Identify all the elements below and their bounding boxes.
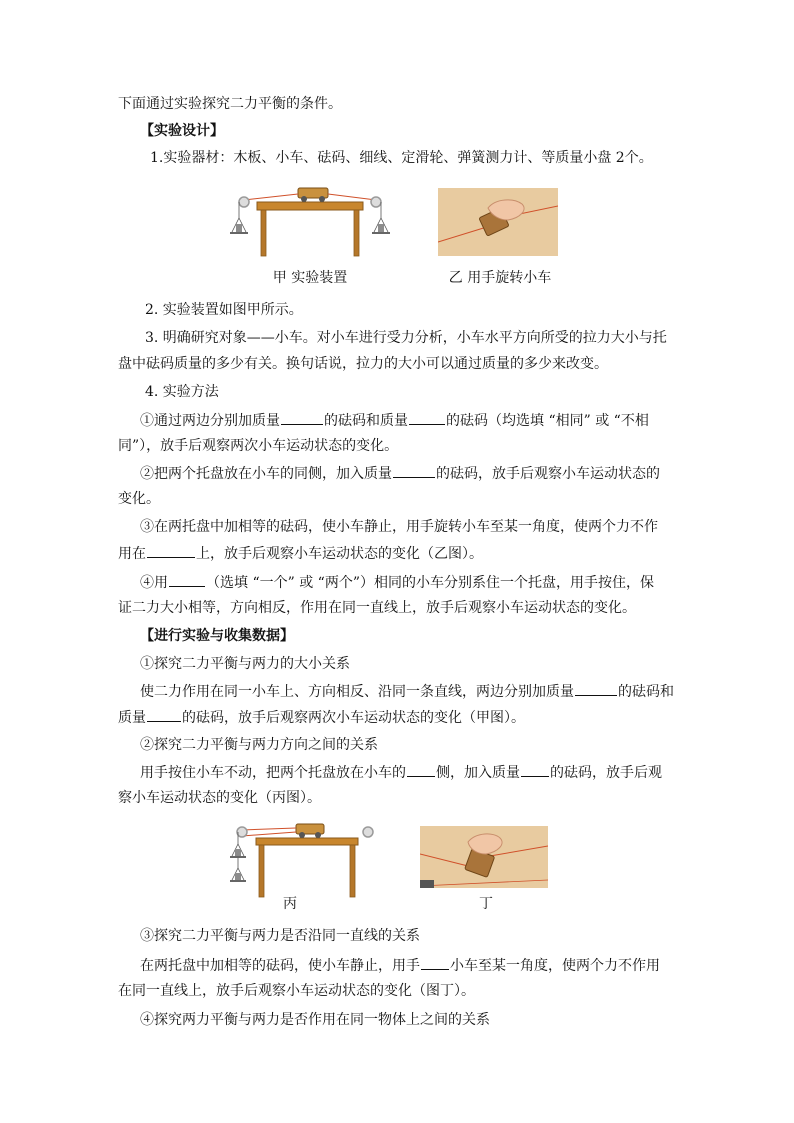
- figure-jia-caption: 甲 实验装置: [272, 270, 348, 286]
- step-1-title: ①探究二力平衡与两力的大小关系: [140, 656, 350, 672]
- method-1-line-2: 同”），放手后观察两次小车运动状态的变化。: [118, 438, 399, 454]
- figure-yi-rotate-cart: [438, 188, 558, 256]
- step-1-line-1: [140, 681, 700, 702]
- table-top: [257, 202, 363, 210]
- design-item-2: 2. 实验装置如图甲所示。: [145, 302, 303, 318]
- string-upper: [242, 828, 296, 830]
- method-4-line-1: [140, 572, 700, 593]
- method-2-text-b: 的砝码，放手后观察小车运动状态的: [436, 466, 660, 482]
- answer-blank[interactable]: [393, 463, 435, 478]
- answer-blank[interactable]: [421, 955, 449, 970]
- method-1-line-1: [140, 410, 700, 431]
- figure-jia-apparatus: [230, 180, 390, 268]
- step-2-line-1: [140, 762, 700, 783]
- step-3-text-b: 小车至某一角度，使两个力不作用: [450, 958, 660, 974]
- step-3-text-a: 在两托盘中加相等的砝码，使小车静止，用手: [140, 958, 420, 974]
- cart: [298, 188, 328, 202]
- design-item-3-line-1: 3. 明确研究对象——小车。对小车进行受力分析，小车水平方向所受的拉力大小与托: [145, 330, 667, 346]
- figure-bing-apparatus: [230, 818, 380, 900]
- design-heading: 【实验设计】: [140, 123, 224, 139]
- step-2-text-b: 侧，加入质量: [436, 765, 520, 781]
- step-1-text-a: 使二力作用在同一小车上、方向相反、沿同一条直线，两边分别加质量: [140, 684, 574, 700]
- answer-blank[interactable]: [521, 762, 549, 777]
- method-4-text-b: （选填 “一个” 或 “两个”）相同的小车分别系住一个托盘，用手按住，保: [206, 575, 654, 591]
- method-3-text-b: 上，放手后观察小车运动状态的变化（乙图）。: [196, 546, 483, 562]
- step-3-title: ③探究二力平衡与两力是否沿同一直线的关系: [140, 928, 420, 944]
- pulley-right: [363, 827, 373, 837]
- pulley-right: [371, 197, 381, 207]
- figure-ding-caption: 丁: [479, 896, 493, 912]
- method-1-text-b: 的砝码和质量: [324, 413, 408, 429]
- string-right: [328, 194, 376, 200]
- method-4-line-2: 证二力大小相等，方向相反，作用在同一直线上，放手后观察小车运动状态的变化。: [118, 600, 636, 616]
- method-1-text-c: 的砝码（均选填 “相同” 或 “不相: [446, 413, 649, 429]
- table-leg-left: [261, 210, 266, 256]
- method-3-line-1: ③在两托盘中加相等的砝码，使小车静止，用手旋转小车至某一角度，使两个力不作: [140, 519, 658, 535]
- step-1-line-2: [118, 707, 678, 728]
- design-item-1: 1.实验器材：木板、小车、砝码、细线、定滑轮、弹簧测力计、等质量小盘 2个。: [150, 150, 653, 166]
- answer-blank[interactable]: [409, 410, 445, 425]
- cart: [296, 824, 324, 838]
- table-leg-left: [259, 845, 264, 897]
- string-left: [244, 194, 298, 200]
- answer-blank[interactable]: [407, 762, 435, 777]
- step-3-line-1: [140, 955, 700, 976]
- experiment-heading: 【进行实验与收集数据】: [140, 628, 294, 644]
- step-3-line-2: 在同一直线上，放手后观察小车运动状态的变化（图丁）。: [118, 983, 475, 999]
- step-1-text-b: 的砝码和: [618, 684, 674, 700]
- table-top: [256, 838, 358, 845]
- method-2-text-a: ②把两个托盘放在小车的同侧，加入质量: [140, 466, 392, 482]
- step-2-title: ②探究二力平衡与两力方向之间的关系: [140, 737, 378, 753]
- method-2-line-1: [140, 463, 700, 484]
- pulley-left: [237, 827, 247, 837]
- design-item-3-line-2: 盘中砝码质量的多少有关。换句话说，拉力的大小可以通过质量的多少来改变。: [118, 356, 608, 372]
- table-leg-right: [354, 210, 359, 256]
- design-item-4: 4. 实验方法: [145, 384, 219, 400]
- string-lower: [242, 832, 296, 836]
- method-1-text-a: ①通过两边分别加质量: [140, 413, 280, 429]
- play-icon: [420, 880, 434, 888]
- method-2-line-2: 变化。: [118, 491, 160, 507]
- answer-blank[interactable]: [147, 543, 195, 558]
- intro-text: 下面通过实验探究二力平衡的条件。: [118, 96, 342, 112]
- method-3-text-a: 用在: [118, 546, 146, 562]
- answer-blank[interactable]: [575, 681, 617, 696]
- step-1-text-c: 质量: [118, 710, 146, 726]
- figure-ding-rotate-cart: [420, 826, 548, 888]
- method-4-text-a: ④用: [140, 575, 168, 591]
- step-1-text-d: 的砝码，放手后观察两次小车运动状态的变化（甲图）。: [182, 710, 525, 726]
- pan-lower: [230, 858, 246, 881]
- answer-blank[interactable]: [147, 707, 181, 722]
- figure-bing-caption: 丙: [283, 896, 297, 912]
- step-2-text-c: 的砝码，放手后观: [550, 765, 662, 781]
- step-4-title: ④探究两力平衡与两力是否作用在同一物体上之间的关系: [140, 1012, 490, 1028]
- step-2-text-a: 用手按住小车不动，把两个托盘放在小车的: [140, 765, 406, 781]
- step-2-line-2: 察小车运动状态的变化（丙图）。: [118, 790, 321, 806]
- answer-blank[interactable]: [169, 572, 205, 587]
- figure-yi-caption: 乙 用手旋转小车: [448, 270, 552, 286]
- table-leg-right: [350, 845, 355, 897]
- pulley-left: [239, 197, 249, 207]
- answer-blank[interactable]: [281, 410, 323, 425]
- method-3-line-2: [118, 543, 678, 564]
